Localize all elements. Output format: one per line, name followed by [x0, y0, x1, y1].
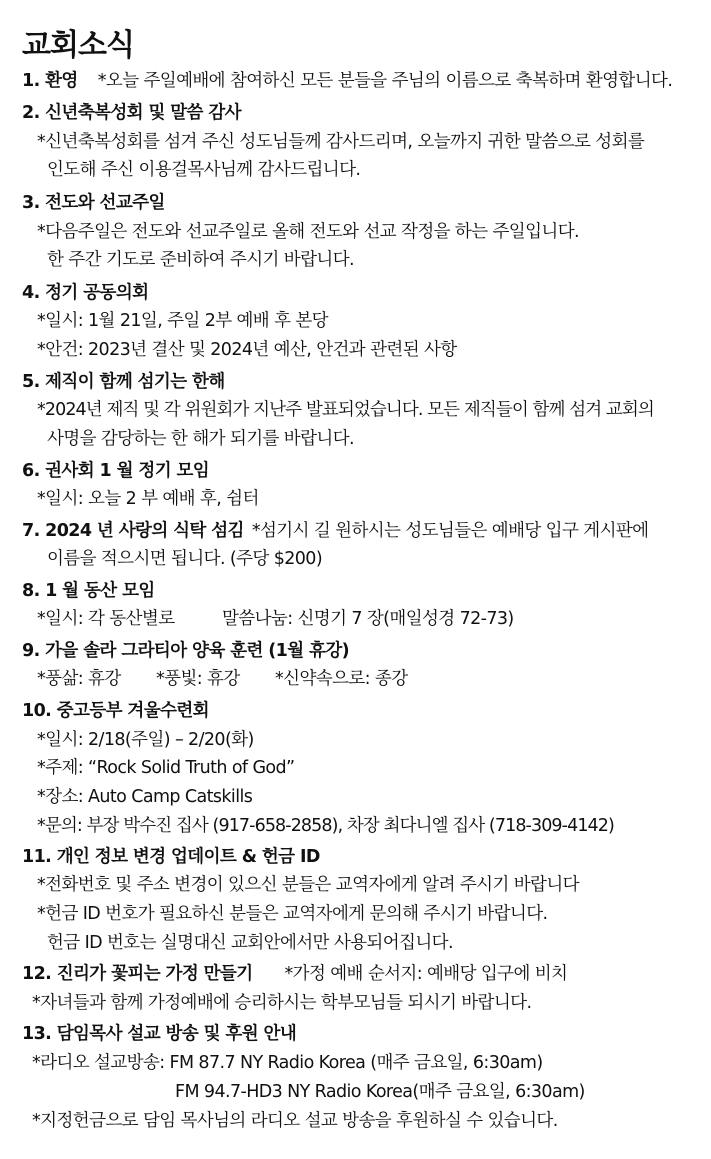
item-12-line-1: *자녀들과 함께 가정예배에 승리하시는 학부모님들 되시기 바랍니다.: [32, 993, 532, 1013]
item-9-line-3: *신약속으로: 종강: [275, 669, 408, 689]
item-2-line-2: 인도해 주신 이용걸목사님께 감사드립니다.: [47, 160, 361, 180]
item-11-line-1: *전화번호 및 주소 변경이 있으신 분들은 교역자에게 알려 주시기 바랍니다: [37, 875, 579, 895]
item-13-line-3: *지정헌금으로 담임 목사님의 라디오 설교 방송을 후원하실 수 있습니다.: [32, 1111, 558, 1131]
item-1-text: *오늘 주일예배에 참여하신 모든 분들을 주님의 이름으로 축복하며 환영합니다.: [97, 71, 673, 91]
item-10-line-3: *장소: Auto Camp Catskills: [37, 787, 253, 807]
item-1-heading: 1. 환영: [22, 71, 78, 91]
item-9-heading: 9. 가을 솔라 그라티아 양육 훈련 (1월 휴강): [22, 641, 350, 661]
item-7-line-1: 이름을 적으시면 됩니다. (주당 $200): [47, 549, 323, 569]
item-11-line-2: *헌금 ID 번호가 필요하신 분들은 교역자에게 문의해 주시기 바랍니다.: [37, 904, 548, 924]
item-13-heading: 13. 담임목사 설교 방송 및 후원 안내: [22, 1024, 297, 1044]
item-12-row: [22, 962, 567, 986]
page-title: 교회소식: [22, 28, 134, 63]
item-7-inline-text: *섬기시 길 원하시는 성도님들은 예배당 입구 게시판에: [251, 521, 649, 541]
item-11-line-3: 헌금 ID 번호는 실명대신 교회안에서만 사용되어집니다.: [47, 933, 453, 953]
item-10-line-2: *주제: “Rock Solid Truth of God”: [37, 758, 295, 778]
item-8-line-1: *일시: 각 동산별로: [37, 609, 175, 629]
item-4-heading: 4. 정기 공동의회: [22, 283, 149, 303]
item-6-heading: 6. 권사회 1 월 정기 모임: [22, 461, 210, 481]
item-8-heading: 8. 1 월 동산 모임: [22, 581, 155, 601]
item-6-line-1: *일시: 오늘 2 부 예배 후, 쉼터: [37, 489, 259, 509]
item-10-line-4: *문의: 부장 박수진 집사 (917-658-2858), 차장 최다니엘 집사 (718-309-4142): [37, 816, 614, 836]
item-8-line-2: 말씀나눔: 신명기 7 장(매일성경 72-73): [222, 609, 514, 629]
item-4-line-2: *안건: 2023년 결산 및 2024년 예산, 안건과 관련된 사항: [37, 340, 457, 360]
item-3-line-1: *다음주일은 전도와 선교주일로 올해 전도와 선교 작정을 하는 주일입니다.: [37, 222, 579, 242]
item-4-line-1: *일시: 1월 21일, 주일 2부 예배 후 본당: [37, 311, 328, 331]
item-9-line-1: *풍삶: 휴강: [37, 669, 121, 689]
item-5-line-1: *2024년 제직 및 각 위원회가 지난주 발표되었습니다. 모든 제직들이 함께 섬겨 교회의: [37, 400, 654, 420]
item-12-heading: 12. 진리가 꽃피는 가정 만들기: [22, 964, 253, 984]
item-3-heading: 3. 전도와 선교주일: [22, 193, 165, 213]
item-7-heading: 7. 2024 년 사랑의 식탁 섬김: [22, 521, 244, 541]
item-10-heading: 10. 중고등부 겨울수련회: [22, 701, 209, 721]
item-10-line-1: *일시: 2/18(주일) – 2/20(화): [37, 730, 254, 750]
item-11-heading: 11. 개인 정보 변경 업데이트 & 헌금 ID: [22, 847, 320, 867]
item-9-line-2: *풍빛: 휴강: [156, 669, 240, 689]
item-13-line-1: *라디오 설교방송: FM 87.7 NY Radio Korea (매주 금요일, 6:30am): [32, 1053, 543, 1073]
item-5-line-2: 사명을 감당하는 한 해가 되기를 바랍니다.: [47, 429, 354, 449]
item-13-line-2: FM 94.7-HD3 NY Radio Korea(매주 금요일, 6:30am): [175, 1082, 585, 1102]
item-2-heading: 2. 신년축복성회 및 말씀 감사: [22, 103, 241, 123]
item-12-inline-text: *가정 예배 순서지: 예배당 입구에 비치: [284, 964, 568, 984]
item-5-heading: 5. 제직이 함께 섬기는 한해: [22, 372, 225, 392]
item-7-row: [22, 519, 648, 543]
item-3-line-2: 한 주간 기도로 준비하여 주시기 바랍니다.: [47, 250, 354, 270]
item-2-line-1: *신년축복성회를 섬겨 주신 성도님들께 감사드리며, 오늘까지 귀한 말씀으로 성회를: [37, 132, 645, 152]
item-1-row: [22, 69, 672, 93]
